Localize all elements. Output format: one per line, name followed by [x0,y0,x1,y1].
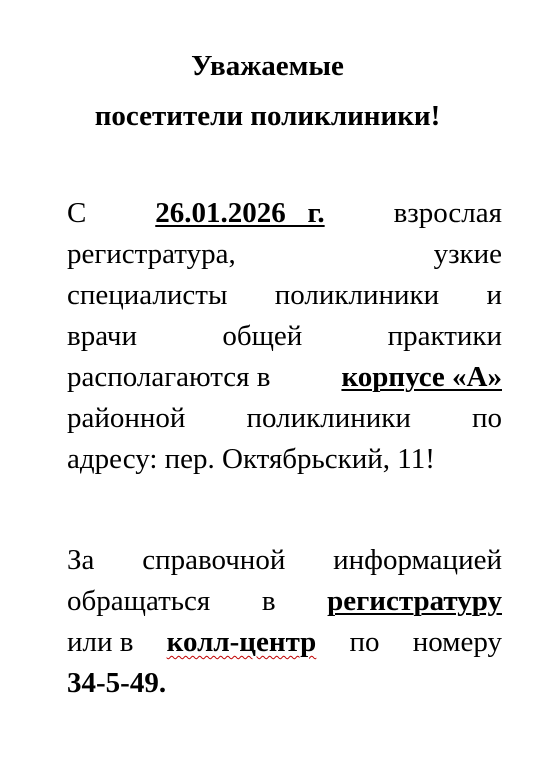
text-word: обращаться [67,585,211,617]
paragraph-line [67,663,502,704]
paragraph-line [67,234,502,275]
text-word: номеру [412,626,502,658]
paragraph-line [67,581,502,622]
text-word: узкие [433,238,502,270]
text-word: взрослая [393,197,502,229]
text-word: общей [222,320,303,352]
text-word: или в [67,626,134,658]
text-word: по [471,402,502,434]
text-word: практики [387,320,502,352]
text-word: поликлиники [274,279,440,311]
paragraph-contact [67,540,502,704]
text-word: За [67,544,95,576]
phone-number: 34-5-49. [67,667,167,699]
paragraph-line [67,398,502,439]
text-word: С [67,197,87,229]
paragraph-line [67,357,502,398]
text-word: врачи [67,320,138,352]
call-center-word: колл-центр [166,626,317,658]
paragraph-line [67,316,502,357]
paragraph-line [67,193,502,234]
building-name: корпусе «А» [341,361,502,393]
paragraph-line [67,439,502,480]
text-word: по [349,626,380,658]
text-word: информацией [333,544,502,576]
text-word: и [486,279,502,311]
heading-line-2: посетители поликлиники! [94,100,441,132]
text-word: справочной [142,544,286,576]
heading-line-1: Уважаемые [191,50,344,82]
text-word: поликлиники [246,402,411,434]
paragraph-line [67,540,502,581]
address-text: адресу: пер. Октябрьский, 11! [67,443,435,475]
text-word: районной [67,402,186,434]
text-word: регистратура, [67,238,236,270]
text-word: в [261,585,276,617]
effective-date: 26.01.2026 г. [155,197,325,229]
paragraph-line [67,622,502,663]
paragraph-line [67,275,502,316]
registry-word: регистратуру [327,585,502,617]
text-word: специалисты [67,279,228,311]
text-word: располагаются в [67,361,271,393]
paragraph-relocation [67,193,502,480]
